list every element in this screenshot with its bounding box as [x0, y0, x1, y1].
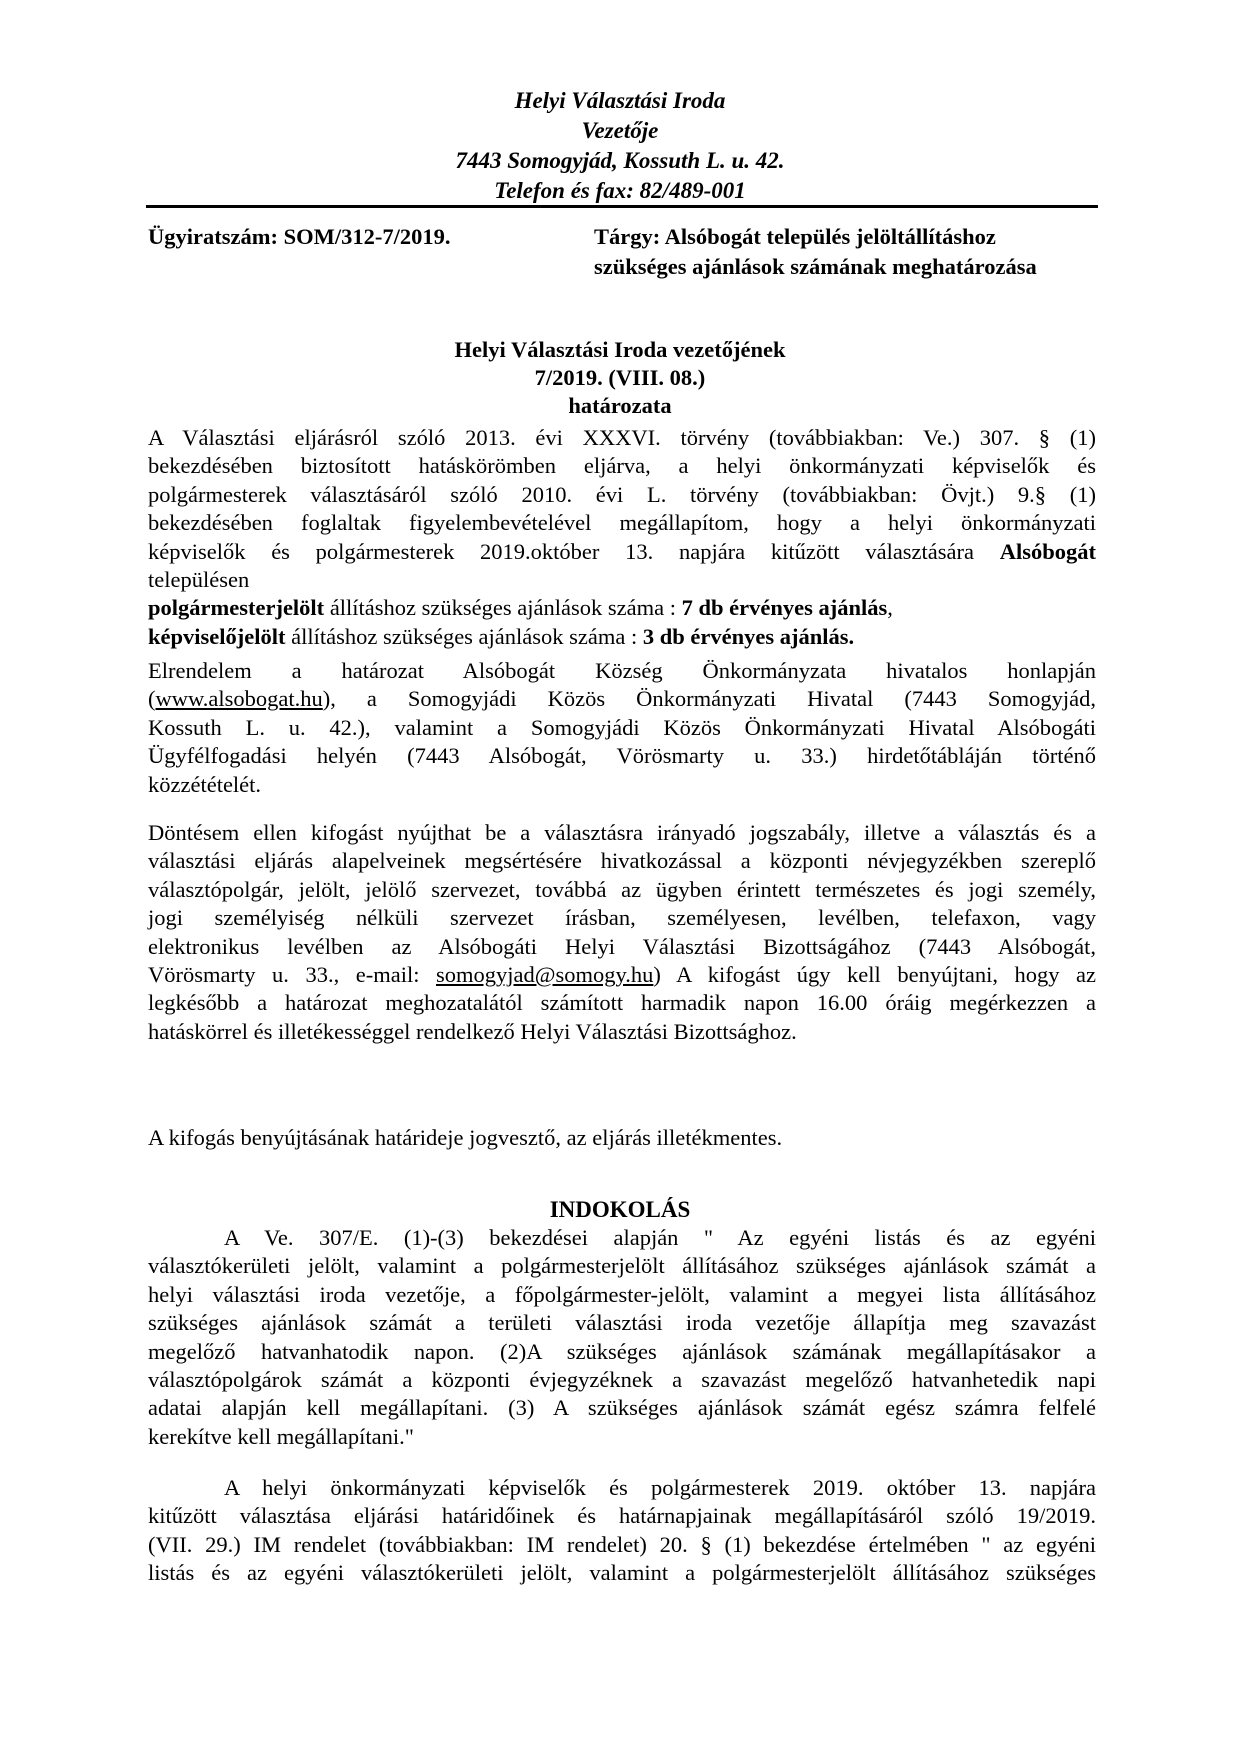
text-line: helyi választási iroda vezetője, a főpolgármester-jelölt, valamint a megyei lista állításához	[148, 1281, 1096, 1307]
letterhead	[300, 86, 940, 206]
term-mayor-candidate: polgármesterjelölt	[148, 595, 325, 621]
text-span: állításhoz szükséges ajánlások száma :	[324, 595, 682, 621]
paragraph-publication	[148, 657, 1096, 799]
text-line: kitűzött választása eljárási határidőinek és határnapjainak megállapításáról szóló 19/2019.	[148, 1503, 1096, 1529]
text-line: A Ve. 307/E. (1)-(3) bekezdései alapján " Az egyéni listás és az egyéni	[224, 1225, 1096, 1250]
text-span: ), a Somogyjádi Közös Önkormányzati Hivatal (7443 Somogyjád,	[322, 686, 1096, 712]
decision-number: 7/2019. (VIII. 08.)	[534, 365, 706, 390]
text-line	[148, 685, 1096, 713]
decision-label: határozata	[568, 393, 672, 418]
header-divider	[146, 205, 1098, 208]
text-span: Vörösmarty u. 33., e-mail:	[148, 962, 436, 988]
text-line: közzétételét.	[148, 771, 262, 797]
mayor-candidate-requirement	[148, 594, 1096, 622]
text-line: A kifogás benyújtásának határideje jogvesztő, az eljárás illetékmentes.	[148, 1125, 783, 1150]
text-line: választópolgár, jelölt, jelölő szervezet, továbbá az ügyben érintett természetes és jogi személy,	[148, 876, 1096, 902]
text-span: ,	[887, 595, 893, 621]
email-link[interactable]: somogyjad@somogy.hu	[436, 962, 654, 988]
text-line: polgármesterek választásáról szóló 2010. évi L. törvény (továbbiakban: Övjt.) 9.§ (1)	[148, 481, 1096, 507]
text-line: Ügyfélfogadási helyén (7443 Alsóbogát, Vörösmarty u. 33.) hirdetőtábláján történő	[148, 743, 1096, 769]
text-line: szükséges ajánlások számát a területi választási iroda vezetője állapítja meg szavazást	[148, 1310, 1096, 1336]
text-line: kerekítve kell megállapítani."	[148, 1423, 414, 1449]
text-line: adatai alapján kell megállapítani. (3) A szükséges ajánlások számát egész számra felfelé	[148, 1395, 1096, 1421]
text-line: településen	[148, 567, 250, 593]
subject-line: szükséges ajánlások számának meghatározása	[594, 254, 1037, 279]
subject-line: Tárgy: Alsóbogát település jelöltállításhoz	[594, 224, 996, 249]
mayor-recommendation-count: 7 db érvényes ajánlás	[681, 595, 888, 621]
text-line	[148, 961, 1096, 989]
office-role: Vezetője	[581, 118, 659, 143]
paragraph-reasoning	[148, 1224, 1096, 1451]
text-line: legkésőbb a határozat meghozatalától számított harmadik napon 16.00 óráig megérkezzen a	[148, 990, 1096, 1016]
subject	[594, 222, 1114, 282]
office-phone: Telefon és fax: 82/489-001	[494, 178, 746, 203]
term-representative-candidate: képviselőjelölt	[148, 623, 286, 649]
text-line: bekezdésében foglaltak figyelembevételével megállapítom, hogy a helyi önkormányzati	[148, 510, 1096, 536]
text-line: Döntésem ellen kifogást nyújthat be a választásra irányadó jogszabály, illetve a választás és a	[148, 820, 1096, 845]
text-line: bekezdésében biztosított hatáskörömben eljárva, a helyi önkormányzati képviselők és	[148, 453, 1096, 479]
text-line: hatáskörrel és illetékességgel rendelkező Helyi Választási Bizottsághoz.	[148, 1018, 797, 1044]
text-line: Kossuth L. u. 42.), valamint a Somogyjádi Közös Önkormányzati Hivatal Alsóbogáti	[148, 714, 1096, 740]
text-span: képviselők és polgármesterek 2019.október 13. napjára kitűzött választására	[148, 538, 1000, 564]
representative-recommendation-count: 3 db érvényes ajánlás.	[642, 623, 855, 649]
paragraph-im-decree	[148, 1474, 1096, 1588]
decision-title	[320, 336, 920, 420]
text-line: A helyi önkormányzati képviselők és polgármesterek 2019. október 13. napjára	[224, 1475, 1096, 1500]
decision-title-line: Helyi Választási Iroda vezetőjének	[454, 337, 786, 362]
text-line: (VII. 29.) IM rendelet (továbbiakban: IM rendelet) 20. § (1) bekezdése értelmében " az egyéni	[148, 1531, 1096, 1557]
text-line: választópolgárok számát a központi évjegyzéknek a szavazást megelőző hatvanhetedik napi	[148, 1367, 1096, 1393]
text-line: Elrendelem a határozat Alsóbogát Község Önkormányzata hivatalos honlapján	[148, 658, 1096, 683]
office-address: 7443 Somogyjád, Kossuth L. u. 42.	[455, 148, 785, 173]
reasoning-heading: INDOKOLÁS	[549, 1197, 691, 1222]
representative-candidate-requirement	[148, 623, 1096, 651]
text-line	[148, 538, 1096, 566]
text-line: választási eljárás alapelveinek megsértésére hivatkozással a központi névjegyzékben szereplő	[148, 848, 1096, 874]
settlement-name: Alsóbogát	[999, 538, 1096, 564]
text-line: A Választási eljárásról szóló 2013. évi XXXVI. törvény (továbbiakban: Ve.) 307. § (1)	[148, 425, 1096, 450]
text-line: megelőző hatvanhatodik napon. (2)A szükséges ajánlások számának megállapításakor a	[148, 1338, 1096, 1364]
text-line: elektronikus levélben az Alsóbogáti Helyi Választási Bizottságához (7443 Alsóbogát,	[148, 933, 1096, 959]
text-line: jogi személyiség nélküli szervezet írásban, személyesen, levélben, telefaxon, vagy	[148, 905, 1096, 931]
text-line: listás és az egyéni választókerületi jelölt, valamint a polgármesterjelölt állításához szükséges	[148, 1560, 1096, 1586]
paragraph-objection	[148, 819, 1096, 1046]
file-number: Ügyiratszám: SOM/312-7/2019.	[148, 224, 451, 249]
website-link[interactable]: www.alsobogat.hu	[155, 686, 323, 712]
paragraph-deadline	[148, 1124, 1096, 1152]
paragraph-determination	[148, 424, 1096, 651]
text-span: ) A kifogást úgy kell benyújtani, hogy az	[653, 962, 1096, 988]
office-name: Helyi Választási Iroda	[514, 88, 726, 113]
text-line: választókerületi jelölt, valamint a polgármesterjelölt állításához szükséges ajánlások számát a	[148, 1253, 1096, 1279]
text-span: állításhoz szükséges ajánlások száma :	[285, 623, 643, 649]
text-span: (	[148, 686, 156, 712]
